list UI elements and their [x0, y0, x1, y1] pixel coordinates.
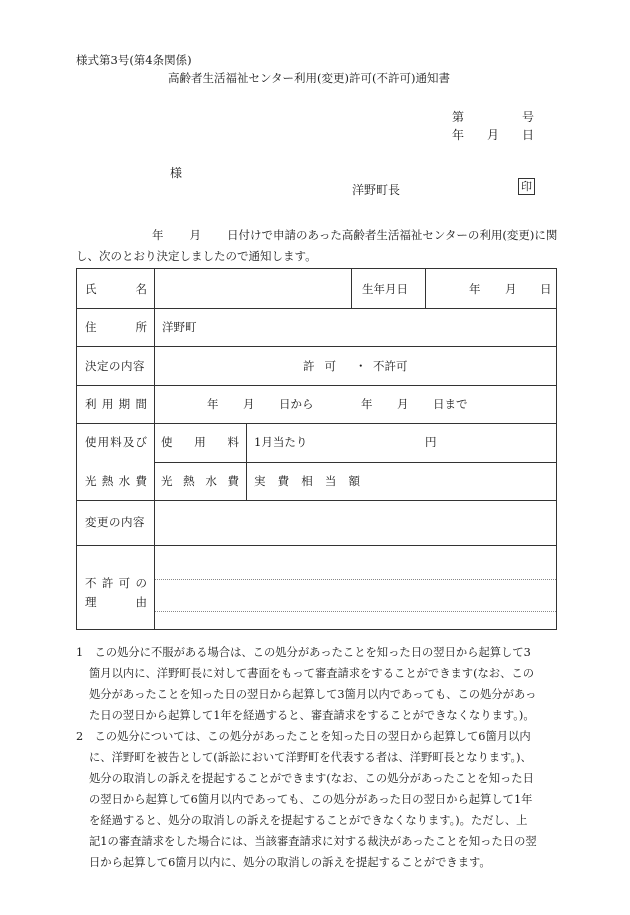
decision-table — [76, 268, 557, 630]
decision-permit: 許可 — [303, 359, 346, 373]
name-label: 氏 名 — [85, 282, 147, 296]
fee-unit: 円 — [425, 435, 437, 449]
intro-paragraph — [76, 225, 562, 267]
change-label: 変更の内容 — [85, 515, 145, 529]
note-2-line-3: 処分の取消しの訴えを提起することができます(なお、この処分があったことを知った日 — [89, 772, 534, 785]
decision-separator: ・ — [355, 359, 367, 373]
fee-label-line1: 使 用 料 及 び — [85, 435, 147, 449]
notes-section — [76, 642, 562, 873]
decision-label: 決定の内容 — [85, 359, 145, 373]
birth-year: 年 — [469, 282, 481, 296]
note-2-line-1: この処分については、この処分があったことを知った日の翌日から起算して6箇月以内 — [94, 730, 531, 743]
seal-mark: 印 — [518, 178, 535, 195]
utility-value: 実 費 相 当 額 — [254, 474, 360, 488]
intro-line-1 — [76, 225, 562, 246]
number-prefix: 第 — [452, 110, 465, 124]
period-start-year: 年 — [207, 397, 219, 411]
note-number-2: 2 — [76, 730, 84, 743]
intro-text: 日付けで申請のあった高齢者生活福祉センターの利用(変更)に関 — [227, 228, 558, 242]
note-1-line-1: この処分に不服がある場合は、この処分があったことを知った日の翌日から起算して3 — [94, 646, 531, 659]
note-2-line-7: 日から起算して6箇月以内に、処分の取消しの訴えを提起することができます。 — [89, 856, 491, 869]
address-value: 洋野町 — [162, 320, 197, 334]
intro-year: 年 — [152, 228, 164, 242]
period-label: 利 用 期 間 — [85, 397, 147, 411]
period-end-day: 日まで — [433, 397, 468, 411]
note-2-line-4: の翌日から起算して6箇月以内であっても、この処分があった日の翌日から起算して1年 — [89, 793, 533, 806]
note-2-line-5: を経過すると、処分の取消しの訴えを提起することができなくなります。)。ただし、上 — [89, 814, 528, 827]
fee-sub-label: 使 用 料 — [161, 435, 239, 449]
birth-day: 日 — [540, 282, 552, 296]
document-title: 高齢者生活福祉センター利用(変更)許可(不許可)通知書 — [168, 71, 450, 85]
intro-line-2: し、次のとおり決定しましたので通知します。 — [76, 249, 317, 263]
issuer-name: 洋野町長 — [352, 183, 401, 197]
date-year: 年 — [452, 128, 465, 142]
note-1-line-4: た日の翌日から起算して1年を経過すると、審査請求をすることができなくなります。)。 — [89, 709, 535, 722]
address-label: 住 所 — [85, 320, 147, 334]
note-2-line-2: に、洋野町を被告として(訴訟において洋野町を代表する者は、洋野町長となります。)、 — [89, 751, 532, 764]
birth-month: 月 — [505, 282, 517, 296]
form-number-label: 様式第3号(第4条関係) — [76, 53, 192, 67]
note-2-line-6: 記1の審査請求をした場合には、当該審査請求に対する裁決があったことを知った日の翌 — [89, 835, 537, 848]
note-item-1 — [76, 642, 562, 726]
fee-label-line2: 光 熱 水 費 — [85, 474, 147, 488]
date-month: 月 — [487, 128, 500, 142]
note-1-line-3: 処分があったことを知った日の翌日から起算して3箇月以内であっても、この処分があっ — [89, 688, 537, 701]
decision-deny: 不許可 — [373, 359, 408, 373]
fee-value: 1月当たり — [254, 435, 308, 449]
date-day: 日 — [522, 128, 535, 142]
deny-reason-line1: 不 許 可 の — [85, 576, 147, 590]
note-item-2 — [76, 726, 562, 873]
note-number-1: 1 — [76, 646, 84, 659]
period-end-year: 年 — [361, 397, 373, 411]
intro-month: 月 — [189, 228, 201, 242]
period-end-month: 月 — [397, 397, 409, 411]
number-suffix: 号 — [522, 110, 535, 124]
birth-label: 生年月日 — [362, 282, 408, 296]
utility-sub-label: 光 熱 水 費 — [161, 474, 239, 488]
note-1-line-2: 箇月以内に、洋野町長に対して書面をもって審査請求をすることができます(なお、この — [89, 667, 534, 680]
period-start-month: 月 — [243, 397, 255, 411]
deny-reason-line2: 理 由 — [85, 595, 147, 609]
period-start-day: 日から — [279, 397, 314, 411]
addressee-suffix: 様 — [170, 166, 183, 180]
